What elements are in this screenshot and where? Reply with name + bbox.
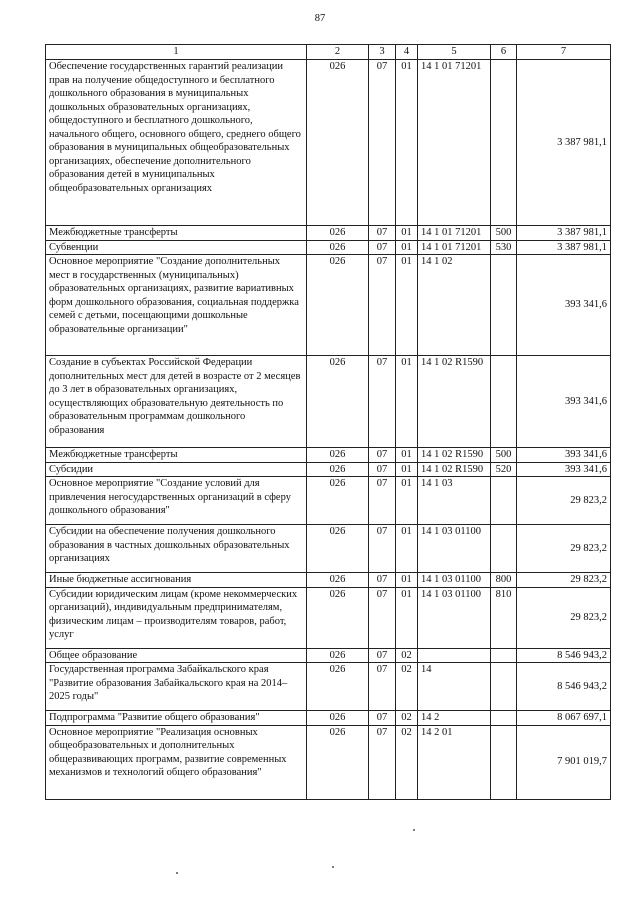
row-pr: 01 <box>396 462 418 477</box>
row-sum: 8 546 943,2 <box>517 663 611 711</box>
row-csr: 14 1 01 71201 <box>418 60 491 226</box>
row-gr: 026 <box>307 448 369 463</box>
row-vr: 810 <box>491 587 517 648</box>
row-vr <box>491 60 517 226</box>
row-csr: 14 1 02 R1590 <box>418 356 491 448</box>
row-rz: 07 <box>369 587 396 648</box>
row-rz: 07 <box>369 255 396 356</box>
row-rz: 07 <box>369 725 396 799</box>
row-name: Общее образование <box>46 648 307 663</box>
row-name: Основное мероприятие "Создание условий для привлечения негосударственных организаций в сферу дошкольного образования" <box>46 477 307 525</box>
row-name: Государственная программа Забайкальского края "Развитие образования Забайкальского края на 2014–2025 годы" <box>46 663 307 711</box>
row-vr: 800 <box>491 573 517 588</box>
table-row <box>46 711 611 726</box>
row-pr: 01 <box>396 477 418 525</box>
row-rz: 07 <box>369 573 396 588</box>
header-col-3: 3 <box>369 45 396 60</box>
row-csr: 14 1 01 71201 <box>418 226 491 241</box>
row-name: Субсидии юридическим лицам (кроме некоммерческих организаций), индивидуальным предпринимателям, физическим лицам – производителям товаров, работ, услуг <box>46 587 307 648</box>
row-name: Основное мероприятие "Создание дополнительных мест в государственных (муниципальных) образовательных организациях, развитие вариативных форм дошкольного образования, социальная поддержка семей с детьми, посещающими дошкольные образовательные организации" <box>46 255 307 356</box>
row-pr: 01 <box>396 240 418 255</box>
row-sum: 7 901 019,7 <box>517 725 611 799</box>
row-csr: 14 1 03 01100 <box>418 587 491 648</box>
row-csr <box>418 648 491 663</box>
row-vr <box>491 663 517 711</box>
row-vr: 530 <box>491 240 517 255</box>
row-rz: 07 <box>369 477 396 525</box>
table-row <box>46 356 611 448</box>
row-gr: 026 <box>307 240 369 255</box>
row-vr: 500 <box>491 226 517 241</box>
table-row <box>46 587 611 648</box>
row-vr <box>491 648 517 663</box>
table-row <box>46 448 611 463</box>
row-name: Субсидии <box>46 462 307 477</box>
row-sum: 393 341,6 <box>517 356 611 448</box>
row-sum: 3 387 981,1 <box>517 60 611 226</box>
row-vr: 520 <box>491 462 517 477</box>
row-pr: 02 <box>396 648 418 663</box>
row-rz: 07 <box>369 226 396 241</box>
table-row <box>46 255 611 356</box>
row-sum: 29 823,2 <box>517 525 611 573</box>
table-row <box>46 663 611 711</box>
table-row <box>46 462 611 477</box>
row-csr: 14 2 <box>418 711 491 726</box>
row-vr <box>491 356 517 448</box>
row-name: Межбюджетные трансферты <box>46 226 307 241</box>
row-csr: 14 1 02 <box>418 255 491 356</box>
header-col-7: 7 <box>517 45 611 60</box>
row-gr: 026 <box>307 525 369 573</box>
row-sum: 29 823,2 <box>517 573 611 588</box>
header-col-2: 2 <box>307 45 369 60</box>
row-name: Иные бюджетные ассигнования <box>46 573 307 588</box>
row-csr: 14 1 03 <box>418 477 491 525</box>
row-rz: 07 <box>369 663 396 711</box>
row-sum: 3 387 981,1 <box>517 226 611 241</box>
row-pr: 01 <box>396 448 418 463</box>
page-number: 87 <box>314 13 326 24</box>
row-sum: 8 546 943,2 <box>517 648 611 663</box>
table-row <box>46 573 611 588</box>
row-gr: 026 <box>307 255 369 356</box>
row-pr: 01 <box>396 587 418 648</box>
table-row <box>46 226 611 241</box>
row-name: Субсидии на обеспечение получения дошкольного образования в частных дошкольных образовательных организациях <box>46 525 307 573</box>
table-row <box>46 60 611 226</box>
row-gr: 026 <box>307 663 369 711</box>
row-gr: 026 <box>307 725 369 799</box>
header-col-5: 5 <box>418 45 491 60</box>
row-rz: 07 <box>369 240 396 255</box>
header-col-4: 4 <box>396 45 418 60</box>
row-rz: 07 <box>369 60 396 226</box>
row-csr: 14 <box>418 663 491 711</box>
row-gr: 026 <box>307 356 369 448</box>
row-csr: 14 2 01 <box>418 725 491 799</box>
row-sum: 3 387 981,1 <box>517 240 611 255</box>
row-name: Создание в субъектах Российской Федерации дополнительных мест для детей в возрасте от 2 месяцев до 3 лет в образовательных организациях, осуществляющих образовательную деятельность по образовательным программам дошкольного образования <box>46 356 307 448</box>
table-row <box>46 648 611 663</box>
table-row <box>46 525 611 573</box>
row-name: Межбюджетные трансферты <box>46 448 307 463</box>
row-pr: 01 <box>396 226 418 241</box>
row-rz: 07 <box>369 648 396 663</box>
row-pr: 02 <box>396 725 418 799</box>
row-rz: 07 <box>369 448 396 463</box>
row-csr: 14 1 02 R1590 <box>418 448 491 463</box>
row-sum: 393 341,6 <box>517 462 611 477</box>
row-name: Субвенции <box>46 240 307 255</box>
row-csr: 14 1 01 71201 <box>418 240 491 255</box>
row-rz: 07 <box>369 356 396 448</box>
row-vr <box>491 255 517 356</box>
row-gr: 026 <box>307 711 369 726</box>
row-sum: 29 823,2 <box>517 477 611 525</box>
row-pr: 01 <box>396 255 418 356</box>
table-row <box>46 725 611 799</box>
row-pr: 01 <box>396 60 418 226</box>
table-row <box>46 240 611 255</box>
row-pr: 02 <box>396 663 418 711</box>
row-gr: 026 <box>307 477 369 525</box>
row-rz: 07 <box>369 525 396 573</box>
scan-speck <box>332 866 334 868</box>
row-vr <box>491 525 517 573</box>
budget-table <box>45 44 611 800</box>
row-csr: 14 1 02 R1590 <box>418 462 491 477</box>
row-pr: 02 <box>396 711 418 726</box>
header-row <box>46 45 611 60</box>
row-pr: 01 <box>396 573 418 588</box>
row-gr: 026 <box>307 462 369 477</box>
row-name: Основное мероприятие "Реализация основных общеобразовательных и дополнительных общеразвивающих программ, развитие современных механизмов и технологий общего образования" <box>46 725 307 799</box>
row-gr: 026 <box>307 587 369 648</box>
row-pr: 01 <box>396 525 418 573</box>
row-vr: 500 <box>491 448 517 463</box>
row-pr: 01 <box>396 356 418 448</box>
row-rz: 07 <box>369 711 396 726</box>
row-sum: 8 067 697,1 <box>517 711 611 726</box>
row-sum: 393 341,6 <box>517 448 611 463</box>
row-gr: 026 <box>307 226 369 241</box>
header-col-1: 1 <box>46 45 307 60</box>
scan-speck <box>176 872 178 874</box>
row-gr: 026 <box>307 573 369 588</box>
row-gr: 026 <box>307 648 369 663</box>
row-vr <box>491 725 517 799</box>
row-sum: 29 823,2 <box>517 587 611 648</box>
table-row <box>46 477 611 525</box>
row-gr: 026 <box>307 60 369 226</box>
scan-speck <box>413 829 415 831</box>
row-name: Обеспечение государственных гарантий реализации прав на получение общедоступного и бесплатного дошкольного образования в муниципальных дошкольных образовательных организациях, общедоступного и бесплатного дошкольного, начального общего, основного общего, среднего общего образования в муниципальных общеобразовательных организациях, обеспечение дополнительного образования детей в муниципальных общеобразовательных организациях <box>46 60 307 226</box>
row-vr <box>491 477 517 525</box>
row-name: Подпрограмма "Развитие общего образования" <box>46 711 307 726</box>
row-csr: 14 1 03 01100 <box>418 525 491 573</box>
row-vr <box>491 711 517 726</box>
row-sum: 393 341,6 <box>517 255 611 356</box>
row-rz: 07 <box>369 462 396 477</box>
row-csr: 14 1 03 01100 <box>418 573 491 588</box>
header-col-6: 6 <box>491 45 517 60</box>
